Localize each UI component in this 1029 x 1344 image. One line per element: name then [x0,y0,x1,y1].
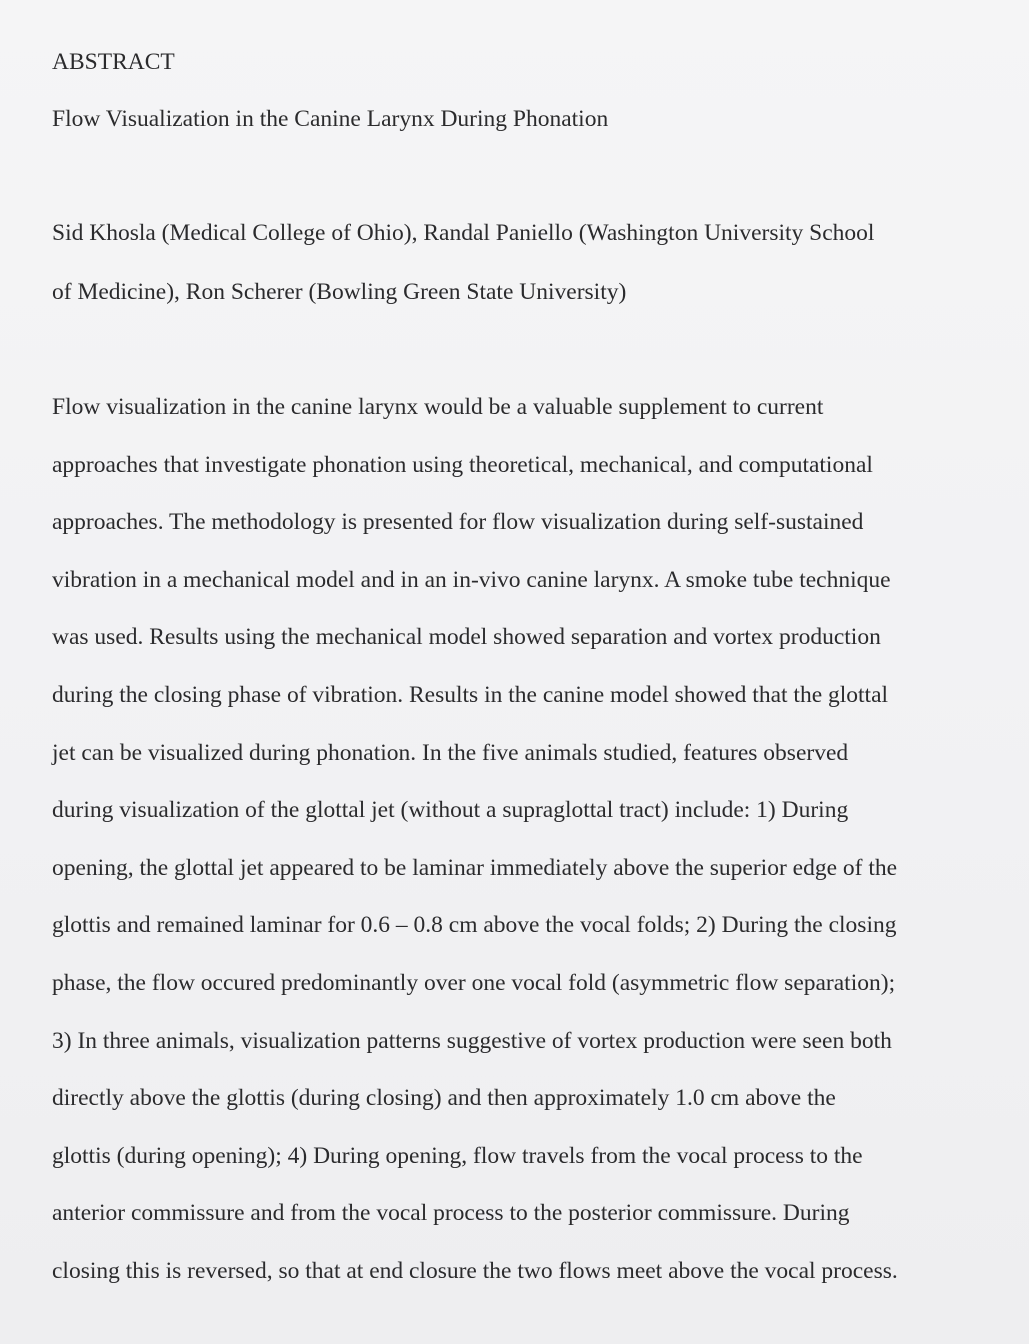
body-line: directly above the glottis (during closing) and then approximately 1.0 cm above the [52,1085,836,1111]
authors-line: Sid Khosla (Medical College of Ohio), Randal Paniello (Washington University School [52,220,875,246]
body-line: approaches. The methodology is presented for flow visualization during self-sustained [52,509,864,535]
body-line: anterior commissure and from the vocal process to the posterior commissure. During [52,1200,850,1226]
body-line: closing this is reversed, so that at end closure the two flows meet above the vocal process. [52,1258,898,1284]
body-line: during visualization of the glottal jet (without a supraglottal tract) include: 1) During [52,797,849,823]
body-line: glottis (during opening); 4) During opening, flow travels from the vocal process to the [52,1143,863,1169]
body-line: opening, the glottal jet appeared to be laminar immediately above the superior edge of the [52,855,898,881]
body-line: Flow visualization in the canine larynx would be a valuable supplement to current [52,394,824,420]
abstract-heading: ABSTRACT [52,49,175,75]
body-line: phase, the flow occured predominantly over one vocal fold (asymmetric flow separation); [52,970,896,996]
body-line: vibration in a mechanical model and in an in-vivo canine larynx. A smoke tube technique [52,567,891,593]
body-line: was used. Results using the mechanical model showed separation and vortex production [52,624,881,650]
body-line: glottis and remained laminar for 0.6 – 0.8 cm above the vocal folds; 2) During the closing [52,912,897,938]
authors-line: of Medicine), Ron Scherer (Bowling Green State University) [52,279,627,305]
body-line: during the closing phase of vibration. Results in the canine model showed that the glottal [52,682,889,708]
body-line: approaches that investigate phonation using theoretical, mechanical, and computational [52,452,873,478]
abstract-title: Flow Visualization in the Canine Larynx During Phonation [52,106,609,132]
body-line: jet can be visualized during phonation. In the five animals studied, features observed [52,740,849,766]
body-line: 3) In three animals, visualization patterns suggestive of vortex production were seen both [52,1028,892,1054]
